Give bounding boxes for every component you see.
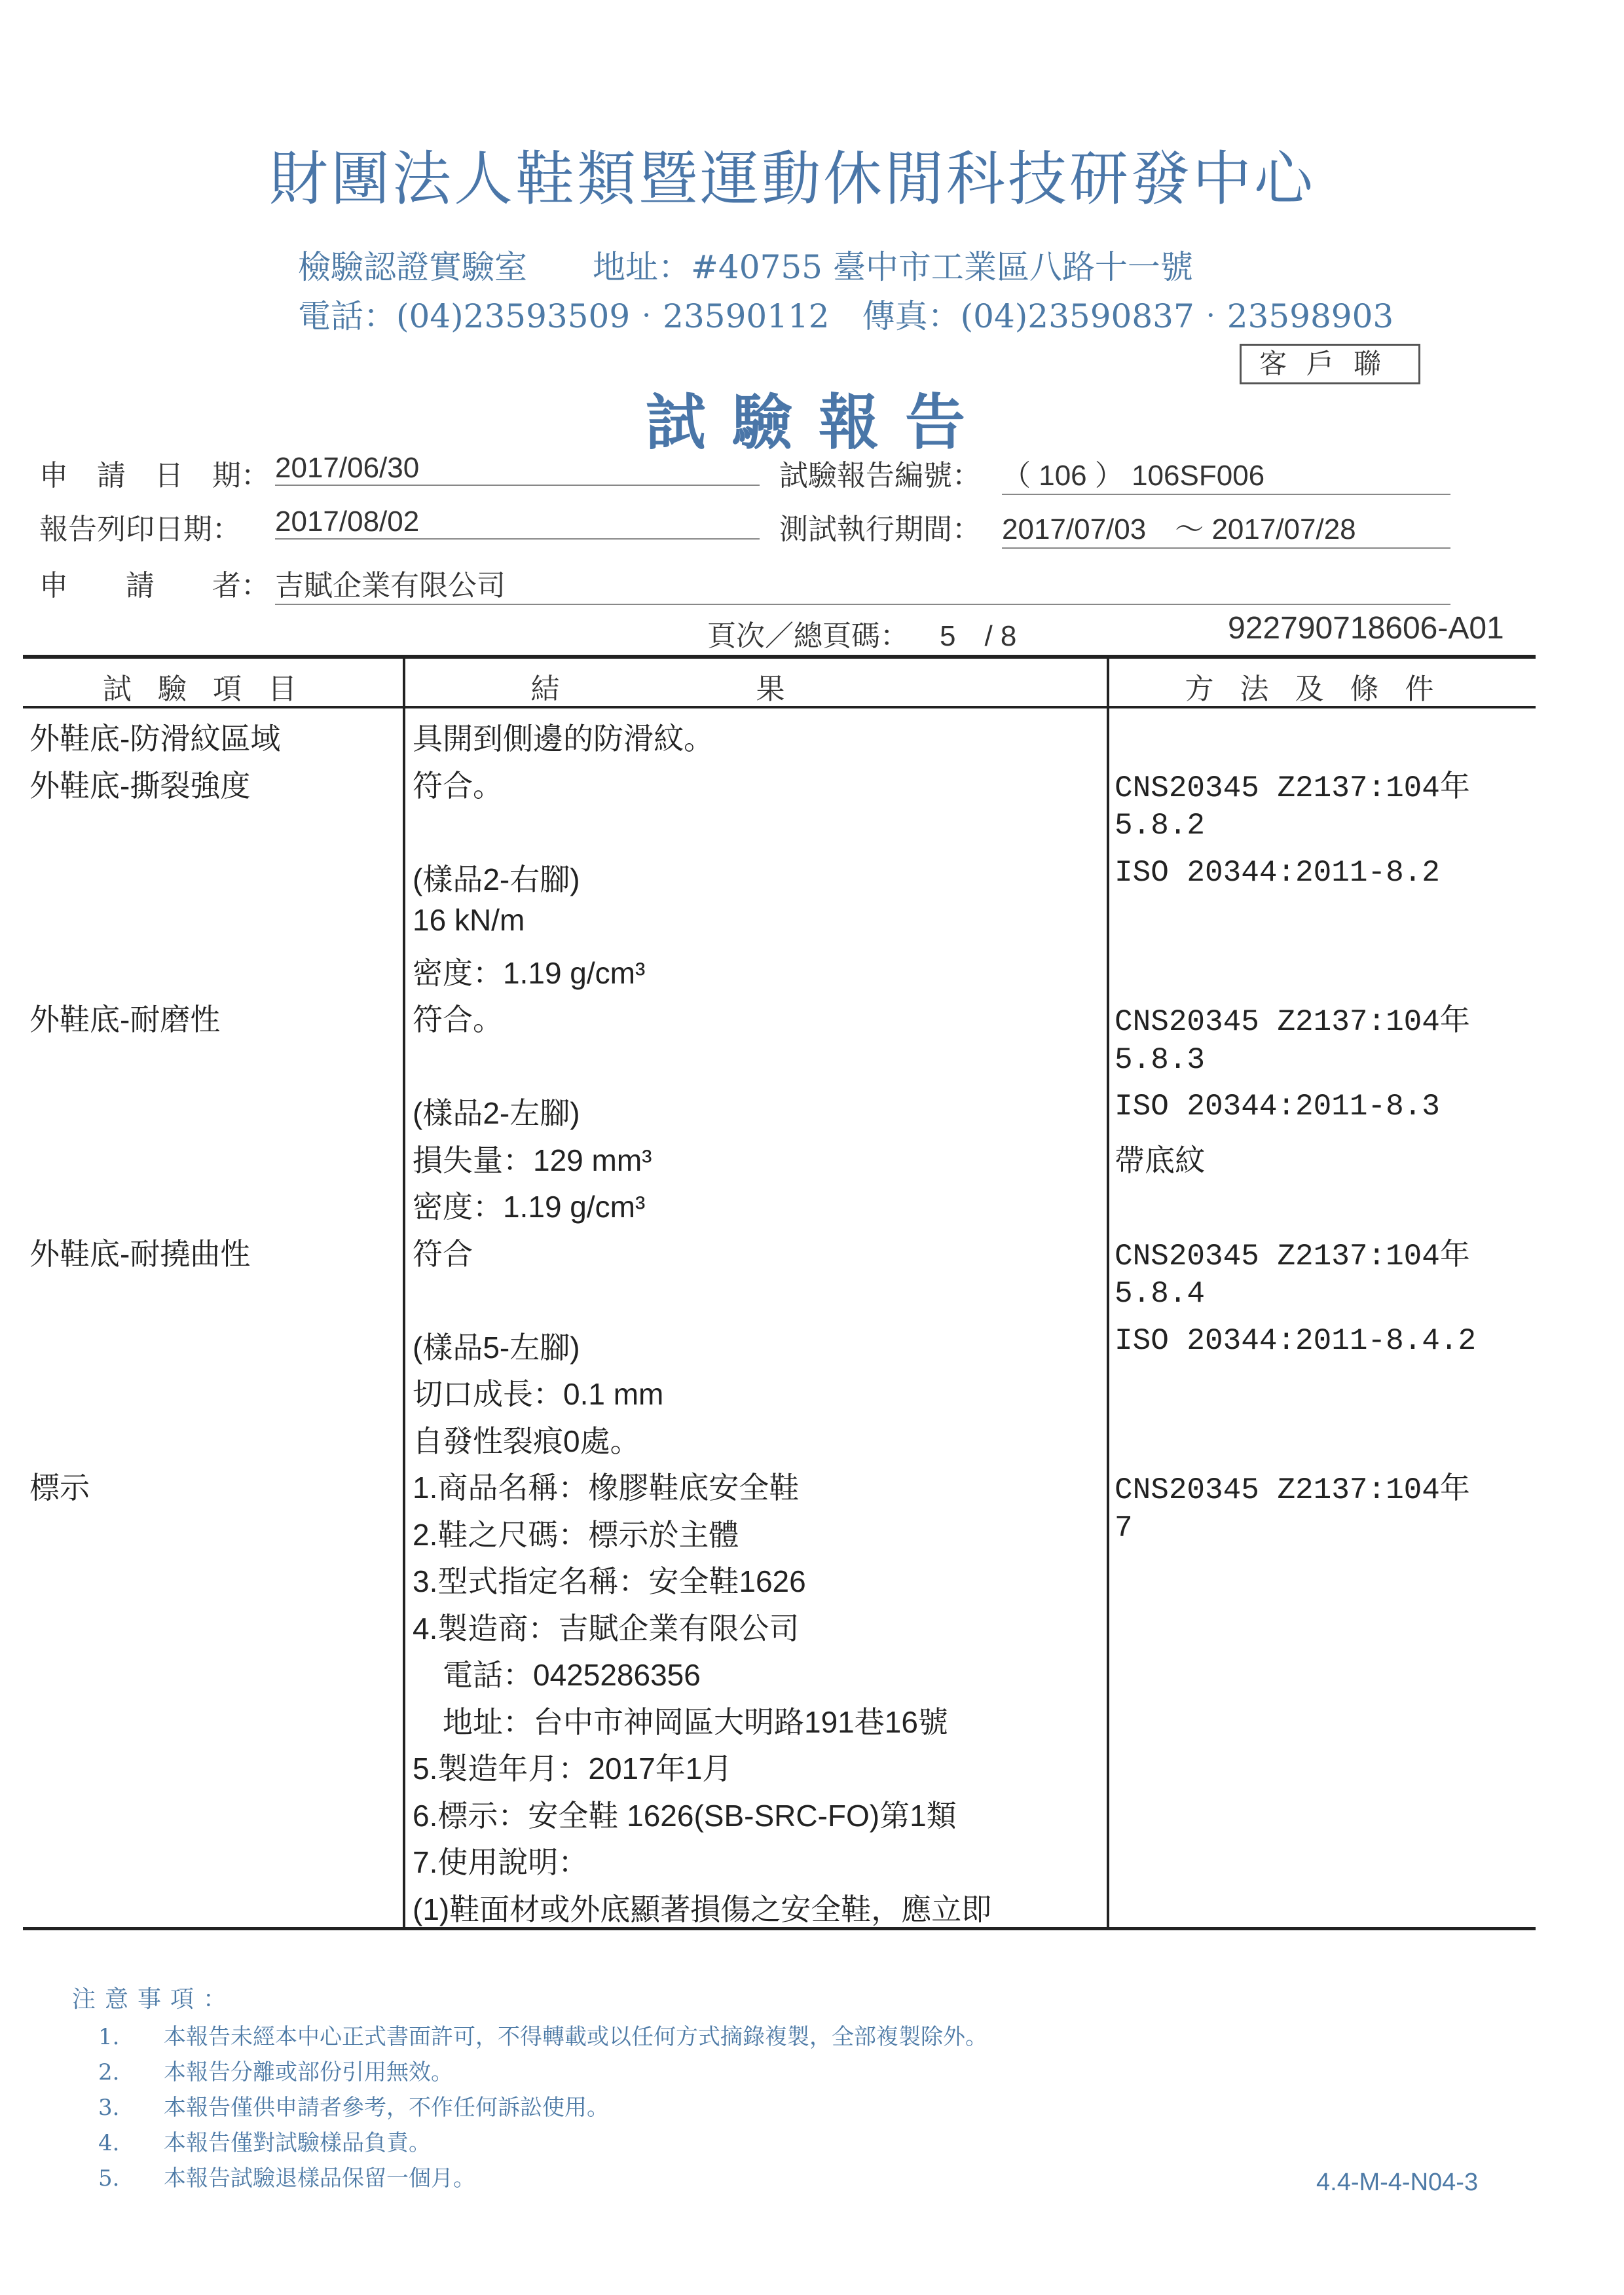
- note-number: 1.: [98, 2024, 120, 2050]
- cell-result: 密度：1.19 g/cm³: [413, 956, 646, 990]
- cell-result: 自發性裂痕0處。: [413, 1424, 640, 1458]
- note-item: [98, 2125, 431, 2157]
- cell-result: (樣品2-左腳): [413, 1096, 580, 1130]
- note-text: 本報告僅對試驗樣品負責。: [164, 2130, 431, 2156]
- cell-result: (樣品2-右腳): [413, 862, 580, 896]
- cell-method: CNS20345 Z2137:104年: [1115, 1239, 1470, 1274]
- cell-result: 地址：台中市神岡區大明路191巷16號: [413, 1705, 948, 1739]
- notes-heading: 注意事項：: [72, 1986, 236, 2013]
- cell-method: CNS20345 Z2137:104年: [1115, 1473, 1470, 1507]
- phone-fax: 電話：(04)23593509‧23590112 傳真：(04)23590837‧23598903: [298, 297, 1394, 335]
- applicant: 吉賦企業有限公司: [275, 562, 1450, 605]
- apply-date: 2017/06/30: [275, 452, 760, 486]
- cell-result: 電話：0425286356: [413, 1658, 701, 1692]
- note-item: [98, 2160, 475, 2192]
- cell-method: 5.8.2: [1115, 809, 1206, 843]
- note-text: 本報告未經本中心正式書面許可，不得轉載或以任何方式摘錄複製，全部複製除外。: [164, 2024, 987, 2050]
- cell-result: 4.製造商：吉賦企業有限公司: [413, 1611, 800, 1645]
- cell-result: 2.鞋之尺碼：標示於主體: [413, 1518, 739, 1552]
- cell-method: 7: [1115, 1511, 1133, 1545]
- note-item: [98, 2019, 987, 2051]
- cell-result: 符合: [413, 1237, 473, 1271]
- header-test-item: 試驗項目: [103, 672, 323, 706]
- cell-test-item: 外鞋底-防滑紋區域: [29, 722, 281, 756]
- note-item: [98, 2089, 609, 2121]
- apply-date-label: 申 請 日 期：: [39, 459, 270, 492]
- cell-result: 6.標示：安全鞋 1626(SB-SRC-FO)第1類: [413, 1799, 957, 1833]
- applicant-label: 申 請 者：: [39, 569, 270, 602]
- print-date-label: 報告列印日期：: [39, 513, 241, 546]
- cell-result: 符合。: [413, 1002, 503, 1037]
- note-text: 本報告分離或部份引用無效。: [164, 2059, 453, 2085]
- cell-result: 符合。: [413, 769, 503, 803]
- cell-result: (1)鞋面材或外底顯著損傷之安全鞋，應立即: [413, 1892, 992, 1926]
- note-text: 本報告試驗退樣品保留一個月。: [164, 2165, 475, 2192]
- copy-type-box: 客戶聯: [1240, 344, 1420, 384]
- cell-result: (樣品5-左腳): [413, 1331, 580, 1365]
- cell-result: 3.型式指定名稱：安全鞋1626: [413, 1564, 806, 1598]
- report-no: （ 106 ） 106SF006: [1002, 452, 1450, 495]
- cell-method: ISO 20344:2011-8.4.2: [1115, 1324, 1477, 1358]
- cell-method: ISO 20344:2011-8.2: [1115, 856, 1440, 890]
- header-method: 方法及條件: [1185, 672, 1460, 706]
- cell-result: 具開到側邊的防滑紋。: [413, 722, 714, 756]
- cell-method: 5.8.3: [1115, 1043, 1206, 1077]
- table-top-rule: [23, 655, 1536, 659]
- form-code: 4.4-M-4-N04-3: [1316, 2169, 1479, 2196]
- cell-method: 帶底紋: [1115, 1146, 1205, 1180]
- cell-test-item: 外鞋底-耐磨性: [29, 1002, 221, 1037]
- document-code: 922790718606-A01: [1228, 611, 1504, 646]
- note-item: [98, 2054, 453, 2086]
- page-number: 5 / 8: [940, 620, 1017, 652]
- cell-result: 切口成長：0.1 mm: [413, 1377, 664, 1411]
- cell-method: 5.8.4: [1115, 1277, 1206, 1311]
- test-period: 2017/07/03 ～ 2017/07/28: [1002, 505, 1450, 549]
- note-text: 本報告僅供申請者參考，不作任何訴訟使用。: [164, 2095, 609, 2121]
- cell-method: CNS20345 Z2137:104年: [1115, 1005, 1470, 1039]
- cell-test-item: 外鞋底-撕裂強度: [29, 769, 251, 803]
- cell-result: 5.製造年月：2017年1月: [413, 1752, 733, 1786]
- page-label: 頁次／總頁碼：: [707, 619, 909, 653]
- note-number: 4.: [98, 2130, 120, 2156]
- report-title: 試驗報告: [645, 387, 991, 458]
- cell-test-item: 標示: [29, 1471, 90, 1505]
- cell-test-item: 外鞋底-耐撓曲性: [29, 1237, 251, 1271]
- cell-method: CNS20345 Z2137:104年: [1115, 771, 1470, 805]
- cell-method: ISO 20344:2011-8.3: [1115, 1090, 1440, 1124]
- test-period-label: 測試執行期間：: [779, 513, 981, 546]
- note-number: 2.: [98, 2059, 120, 2085]
- note-number: 3.: [98, 2095, 120, 2121]
- report-no-label: 試驗報告編號：: [779, 459, 981, 492]
- note-number: 5.: [98, 2165, 120, 2192]
- print-date: 2017/08/02: [275, 505, 760, 540]
- lab-address: 檢驗認證實驗室 地址：#40755 臺中市工業區八路十一號: [298, 248, 1193, 286]
- cell-result: 損失量：129 mm³: [413, 1143, 652, 1177]
- header-result: 結果: [530, 672, 982, 706]
- cell-result: 1.商品名稱：橡膠鞋底安全鞋: [413, 1471, 800, 1505]
- cell-result: 16 kN/m: [413, 903, 525, 937]
- cell-result: 密度：1.19 g/cm³: [413, 1190, 646, 1224]
- cell-result: 7.使用說明：: [413, 1845, 589, 1879]
- column-divider-2: [1107, 657, 1109, 1928]
- organization-name: 財團法人鞋類暨運動休閒科技研發中心: [269, 145, 1316, 213]
- column-divider-1: [403, 657, 405, 1928]
